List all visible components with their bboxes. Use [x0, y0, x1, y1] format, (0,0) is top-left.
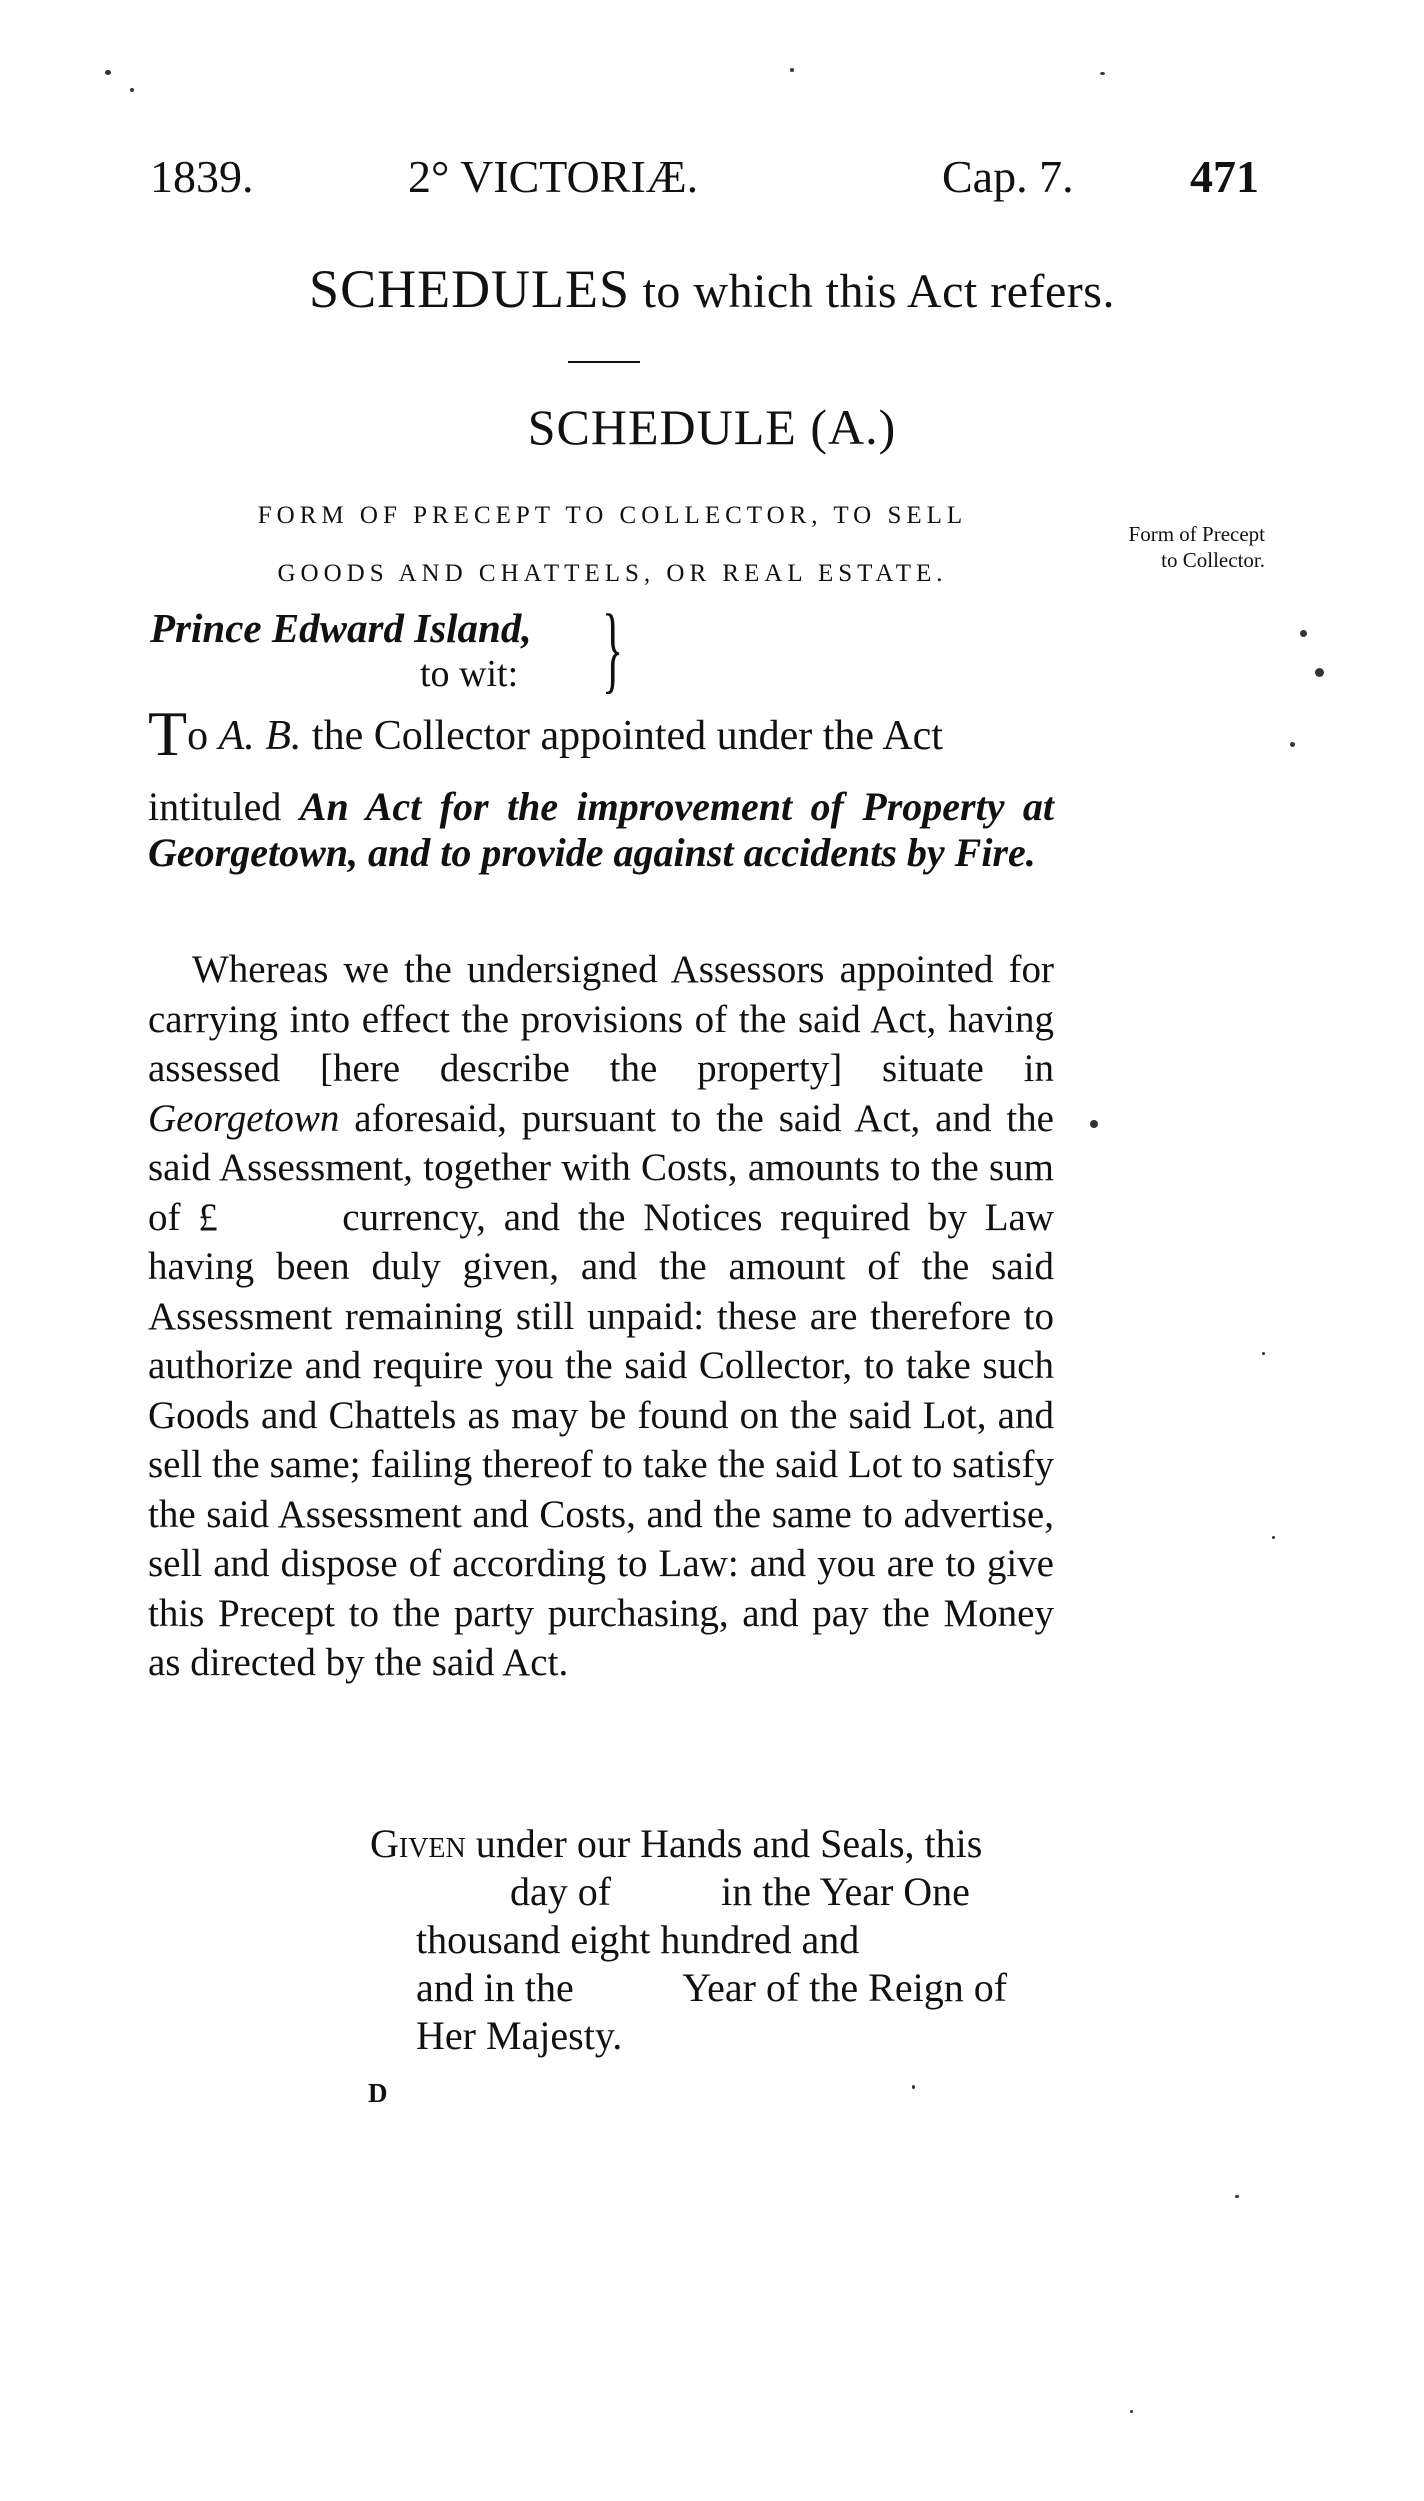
intituled-word: intituled [148, 784, 282, 829]
form-heading-line2: GOODS AND CHATTELS, OR REAL ESTATE. [277, 560, 948, 587]
whereas-place: Georgetown [148, 1096, 340, 1140]
header-reign: 2° VICTORIÆ. [408, 151, 699, 202]
venue-place: Prince Edward Island, [150, 605, 532, 651]
header-year: 1839. [150, 151, 254, 202]
margin-note-line1: Form of Precept [1128, 522, 1265, 546]
collector-name: A. B. [218, 713, 302, 759]
scan-speck [1100, 72, 1105, 75]
scan-speck [1090, 1120, 1098, 1128]
whereas-paragraph [148, 945, 1064, 1688]
given-line4: and in the Year of the Reign of [416, 1965, 1008, 2010]
schedules-word: SCHEDULES [309, 259, 631, 319]
given-line1 [370, 1820, 1060, 1868]
scan-speck [1290, 742, 1295, 747]
schedules-rest: to which this Act refers. [642, 265, 1115, 318]
act-title-paragraph [148, 784, 1054, 876]
form-heading [170, 487, 1055, 603]
header-chapter: Cap. 7. [942, 151, 1074, 202]
scan-speck [1272, 1536, 1275, 1539]
given-line2: day of in the Year One [510, 1869, 970, 1914]
venue-brace: } [602, 595, 624, 703]
address-initial-rest: o [187, 713, 209, 759]
signature-mark: D [368, 2078, 388, 2108]
whereas-part1: Whereas we the undersigned Assessors appointed for carrying into effect the provisions of the said Act, having assessed [here describe the property] situate in [148, 948, 1054, 1090]
schedules-title [0, 258, 1424, 320]
scan-speck [1235, 2195, 1239, 2198]
scan-speck [1130, 2410, 1133, 2413]
schedule-label: SCHEDULE (A.) [527, 399, 897, 455]
scan-speck [1300, 630, 1307, 637]
address-line [148, 698, 1054, 769]
given-line1-text: under our Hands and Seals, this [475, 1821, 983, 1866]
scan-speck [1315, 668, 1324, 677]
scan-speck [130, 88, 134, 92]
drop-initial: T [148, 698, 188, 769]
given-line5: Her Majesty. [416, 2013, 623, 2058]
margin-note-line2: to Collector. [1161, 548, 1265, 572]
page-number: 471 [1190, 151, 1259, 202]
scan-speck [1262, 1352, 1265, 1355]
address-text: the Collector appointed under the Act [311, 713, 943, 759]
act-title: An Act for the improvement of Property at Georgetown, and to provide against accidents by Fire. [148, 784, 1055, 875]
scan-speck [912, 2085, 915, 2089]
scan-speck [105, 70, 111, 75]
venue-to-wit: to wit: [420, 653, 519, 695]
whereas-part2: aforesaid, pursuant to the said Act, and the said Assessment, together with Costs, amounts to the sum of £ currency, and the Notices required by Law having been duly given, and the amount of the said Assessment remaining still unpaid: these are therefore to authorize and require you the said Collector, to take such Goods and Chattels as may be found on the said Lot, and sell the same; failing thereof to take the said Lot to satisfy the said Assessment and Costs, and the same to advertise, sell and dispose of according to Law: and you are to give this Precept to the party purchasing, and pay the Money as directed by the said Act. [148, 1096, 1064, 1684]
section-rule [568, 361, 640, 363]
given-clause [370, 1820, 1060, 2060]
given-line3: thousand eight hundred and [416, 1917, 860, 1962]
margin-note [1065, 521, 1265, 573]
scan-speck [790, 68, 794, 72]
running-header [0, 150, 1424, 220]
given-word: Given [370, 1821, 466, 1866]
form-heading-line1: FORM OF PRECEPT TO COLLECTOR, TO SELL [257, 502, 968, 529]
